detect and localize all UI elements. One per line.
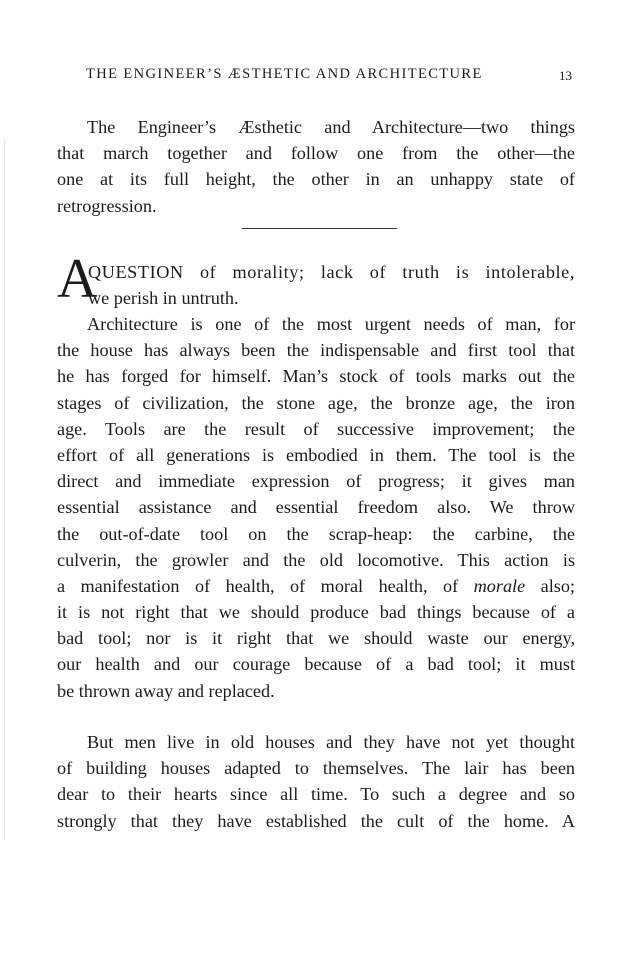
summary-line: retrogression. (57, 195, 157, 216)
running-head-title: THE ENGINEER’S ÆSTHETIC AND ARCHITECTURE (86, 66, 483, 82)
page-edge-scan-marks (4, 140, 8, 840)
opening-lines (88, 259, 575, 311)
body-line: dear to their hearts since all time. To such a degree and so (57, 784, 575, 805)
body-line: strongly that they have established the cult of the home. A (57, 810, 575, 831)
body-line: Architecture is one of the most urgent needs of man, for (87, 314, 575, 334)
morale-italic-word: morale (473, 575, 526, 596)
body-line: he has forged for himself. Man’s stock of tools marks out the (57, 366, 575, 387)
chapter-summary (57, 114, 575, 219)
body-line: age. Tools are the result of successive improvement; the (57, 418, 575, 439)
summary-line: one at its full height, the other in an unhappy state of (57, 169, 575, 190)
section-divider-rule (242, 228, 397, 229)
morale-line-after: also; (525, 575, 575, 596)
body-line: effort of all generations is embodied in them. The tool is the (57, 444, 575, 465)
summary-line: that march together and follow one from the other—the (57, 143, 575, 164)
body-line-morale (57, 573, 575, 599)
body-line: stages of civilization, the stone age, the bronze age, the iron (57, 392, 575, 413)
body-line: culverin, the growler and the old locomotive. This action is (57, 549, 575, 570)
body-line: bad tool; nor is it right that we should waste our energy, (57, 628, 575, 649)
summary-line: The Engineer’s Æsthetic and Architecture—two things (87, 117, 575, 137)
opening-line: we perish in untruth. (88, 288, 239, 309)
body-line: it is not right that we should produce bad things because of a (57, 602, 575, 623)
morale-line-before: a manifestation of health, of moral health, of (57, 575, 474, 596)
drop-cap: A (57, 248, 98, 310)
body-line: essential assistance and essential freedom also. We throw (57, 497, 575, 518)
body-line: of building houses adapted to themselves. The lair has been (57, 758, 575, 779)
opening-line: QUESTION of morality; lack of truth is intolerable, (88, 262, 575, 282)
body-paragraph-old-houses (57, 729, 575, 834)
page-number: 13 (559, 68, 572, 83)
body-paragraph-architecture (57, 311, 575, 704)
body-line: direct and immediate expression of progress; it gives man (57, 471, 575, 492)
body-line: the out-of-date tool on the scrap-heap: the carbine, the (57, 523, 575, 544)
body-line: But men live in old houses and they have not yet thought (87, 732, 575, 752)
body-line: our health and our courage because of a bad tool; it must (57, 654, 575, 675)
body-line: the house has always been the indispensable and first tool that (57, 340, 575, 361)
body-line: be thrown away and replaced. (57, 680, 275, 701)
